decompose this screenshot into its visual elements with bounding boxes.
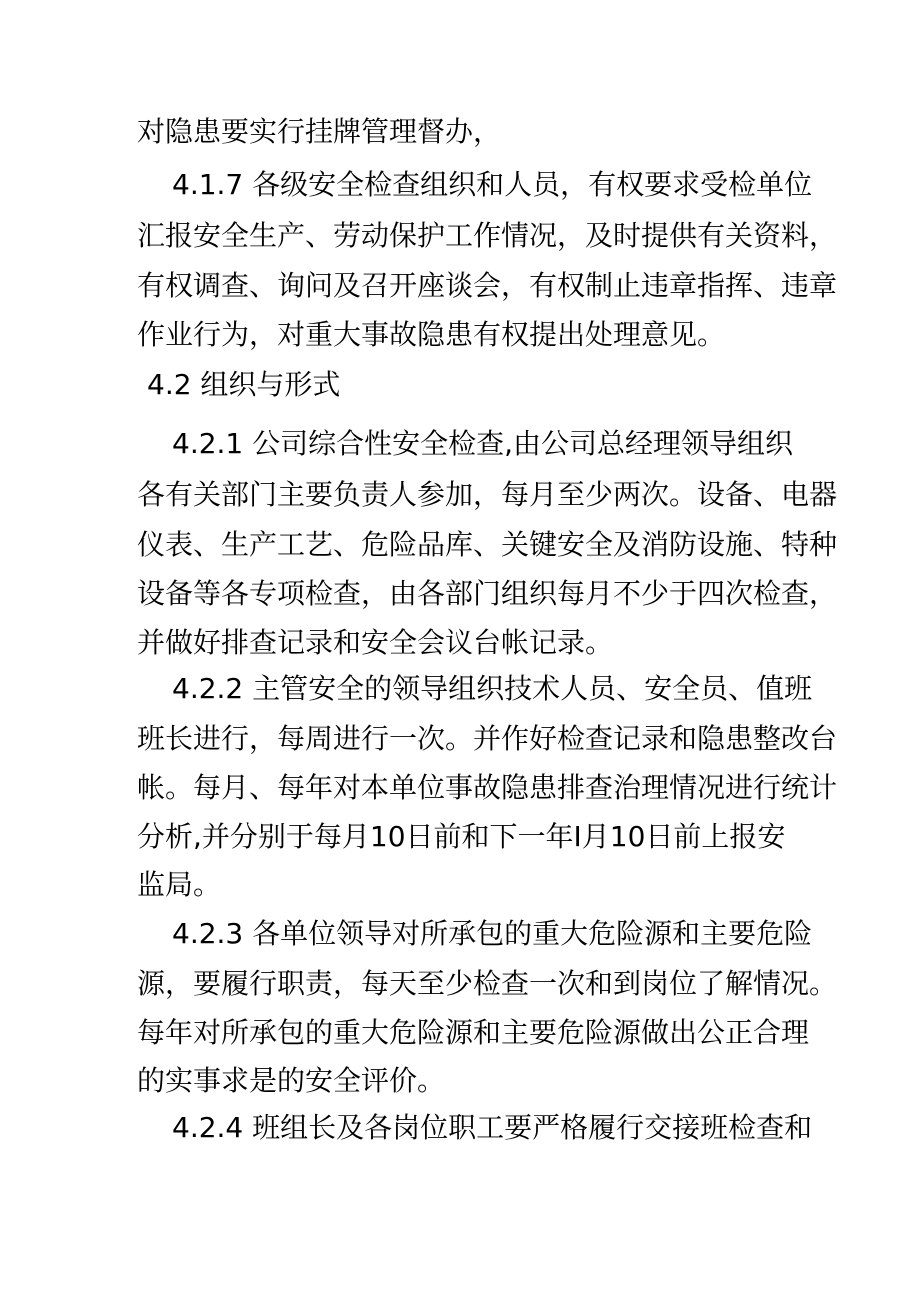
text-line-10: 设备等各专项检查，由各部门组织每月不少于四次检查， <box>137 577 838 610</box>
text-line-2: 4.1.7 各级安全检查组织和人员，有权要求受检单位 <box>172 168 813 201</box>
text-line-14: 帐。每月、每年对本单位事故隐患排查治理情况进行统计 <box>137 771 838 804</box>
text-line-1: 对隐患要实行挂牌管理督办， <box>137 115 502 148</box>
text-line-21: 4.2.4 班组长及各岗位职工要严格履行交接班检查和 <box>172 1111 813 1144</box>
section-heading-4-2: 4.2 组织与形式 <box>147 368 341 401</box>
text-line-18: 源，要履行职责，每天至少检查一次和到岗位了解情况。 <box>137 967 838 1000</box>
text-line-12: 4.2.2 主管安全的领导组织技术人员、安全员、值班 <box>172 672 813 705</box>
text-line-3: 汇报安全生产、劳动保护工作情况，及时提供有关资料， <box>137 219 838 252</box>
text-line-11: 并做好排查记录和安全会议台帐记录。 <box>137 626 614 659</box>
text-line-19: 每年对所承包的重大危险源和主要危险源做出公正合理 <box>137 1016 810 1049</box>
text-line-4: 有权调查、询问及召开座谈会，有权制止违章指挥、违章 <box>137 269 838 302</box>
text-line-16: 监局。 <box>137 868 222 901</box>
text-line-13: 班长进行，每周进行一次。并作好检查记录和隐患整改台 <box>137 722 838 755</box>
text-line-9: 仪表、生产工艺、危险品库、关键安全及消防设施、特种 <box>137 528 838 561</box>
text-line-20: 的实事求是的安全评价。 <box>137 1064 446 1097</box>
text-line-17: 4.2.3 各单位领导对所承包的重大危险源和主要危险 <box>172 917 813 950</box>
text-line-8: 各有关部门主要负责人参加，每月至少两次。设备、电器 <box>137 478 838 511</box>
text-line-5: 作业行为，对重大事故隐患有权提出处理意见。 <box>137 318 726 351</box>
text-line-15: 分析,并分别于每月10日前和下一年I月10日前上报安 <box>137 820 786 853</box>
text-line-7: 4.2.1 公司综合性安全检查,由公司总经理领导组织 <box>172 427 794 460</box>
